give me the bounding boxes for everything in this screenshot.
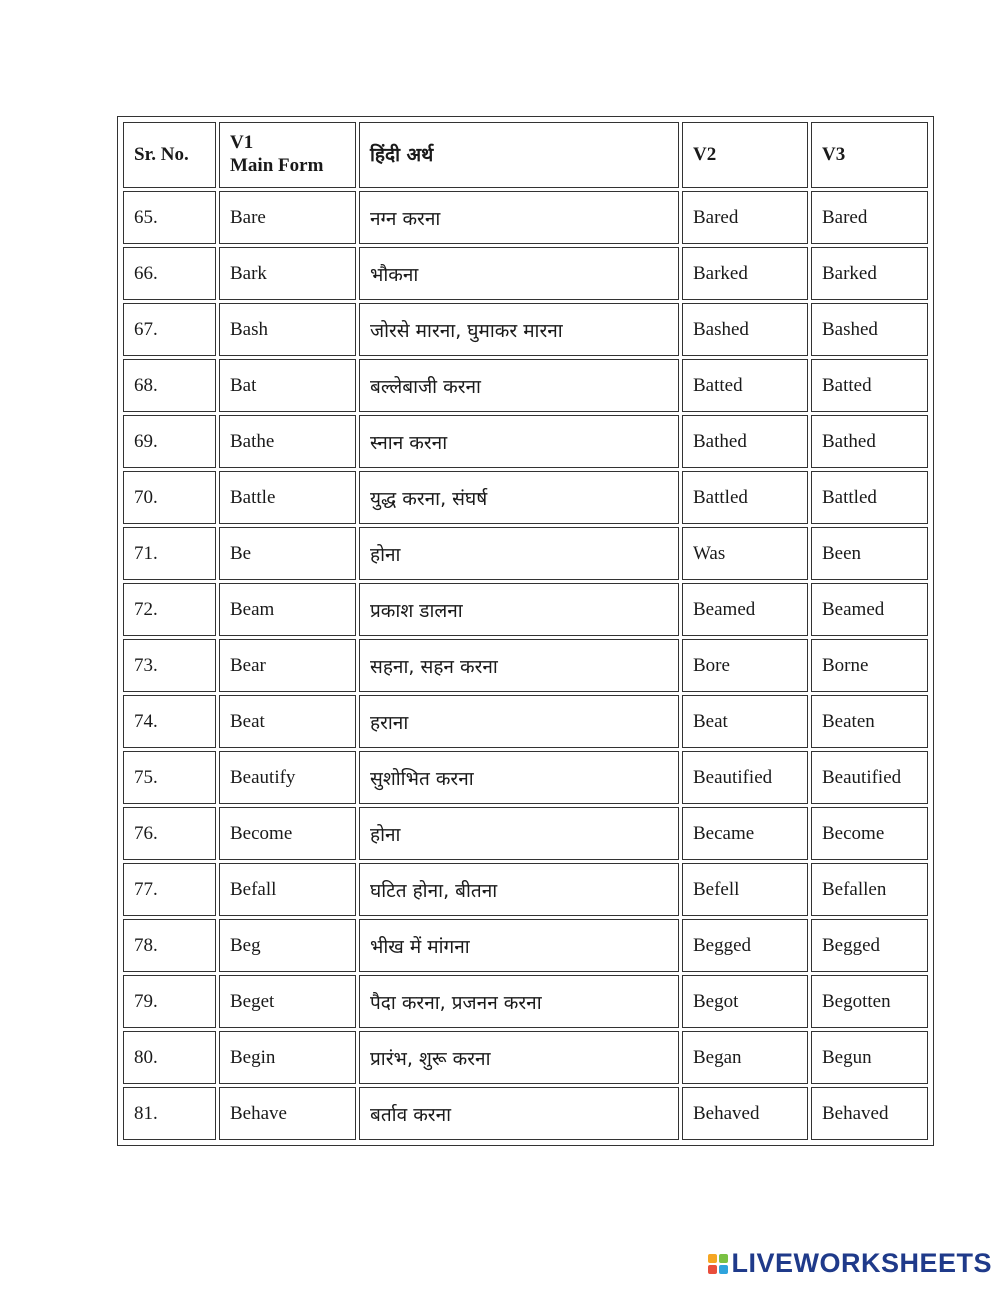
verb-table-frame (117, 116, 934, 1146)
verb-forms-table (120, 119, 931, 1143)
cell-hindi-meaning: हराना (359, 695, 679, 748)
cell-v3: Begotten (811, 975, 928, 1028)
liveworksheets-logo-icon (708, 1254, 728, 1274)
cell-v3: Batted (811, 359, 928, 412)
cell-v2: Began (682, 1031, 808, 1084)
table-row (123, 695, 928, 748)
cell-sr-no: 81. (123, 1087, 216, 1140)
cell-v1: Beam (219, 583, 356, 636)
cell-v2: Bathed (682, 415, 808, 468)
header-v1-sublabel: Main Form (230, 155, 324, 176)
header-v1 (219, 122, 356, 188)
cell-v1: Become (219, 807, 356, 860)
cell-v3: Bathed (811, 415, 928, 468)
cell-v1: Befall (219, 863, 356, 916)
cell-v1: Begin (219, 1031, 356, 1084)
cell-v1: Bear (219, 639, 356, 692)
cell-v3: Begged (811, 919, 928, 972)
cell-v3: Beautified (811, 751, 928, 804)
cell-hindi-meaning: होना (359, 807, 679, 860)
table-row (123, 247, 928, 300)
cell-sr-no: 69. (123, 415, 216, 468)
cell-v2: Begot (682, 975, 808, 1028)
cell-sr-no: 80. (123, 1031, 216, 1084)
table-row (123, 359, 928, 412)
cell-hindi-meaning: जोरसे मारना, घुमाकर मारना (359, 303, 679, 356)
cell-v1: Bare (219, 191, 356, 244)
header-hindi-meaning: हिंदी अर्थ (359, 122, 679, 188)
cell-v3: Bashed (811, 303, 928, 356)
cell-v3: Borne (811, 639, 928, 692)
cell-sr-no: 73. (123, 639, 216, 692)
cell-v2: Befell (682, 863, 808, 916)
cell-sr-no: 75. (123, 751, 216, 804)
cell-v3: Begun (811, 1031, 928, 1084)
cell-sr-no: 70. (123, 471, 216, 524)
header-v1-label: V1 (230, 132, 254, 154)
cell-v1: Bathe (219, 415, 356, 468)
cell-v3: Bared (811, 191, 928, 244)
cell-v3: Behaved (811, 1087, 928, 1140)
cell-v2: Begged (682, 919, 808, 972)
cell-hindi-meaning: सुशोभित करना (359, 751, 679, 804)
cell-v1: Be (219, 527, 356, 580)
cell-sr-no: 68. (123, 359, 216, 412)
cell-v2: Was (682, 527, 808, 580)
cell-v1: Bat (219, 359, 356, 412)
cell-v3: Beamed (811, 583, 928, 636)
cell-v2: Beat (682, 695, 808, 748)
table-row (123, 583, 928, 636)
logo-square-2 (719, 1254, 728, 1263)
header-v2: V2 (682, 122, 808, 188)
cell-hindi-meaning: पैदा करना, प्रजनन करना (359, 975, 679, 1028)
cell-sr-no: 77. (123, 863, 216, 916)
cell-hindi-meaning: बल्लेबाजी करना (359, 359, 679, 412)
cell-v2: Bared (682, 191, 808, 244)
table-row (123, 415, 928, 468)
cell-sr-no: 66. (123, 247, 216, 300)
table-row (123, 919, 928, 972)
cell-v1: Behave (219, 1087, 356, 1140)
cell-v1: Battle (219, 471, 356, 524)
cell-sr-no: 74. (123, 695, 216, 748)
cell-sr-no: 67. (123, 303, 216, 356)
cell-v1: Bark (219, 247, 356, 300)
logo-square-3 (708, 1265, 717, 1274)
cell-sr-no: 71. (123, 527, 216, 580)
cell-sr-no: 72. (123, 583, 216, 636)
liveworksheets-brand (708, 1248, 992, 1279)
cell-v3: Become (811, 807, 928, 860)
cell-hindi-meaning: प्रकाश डालना (359, 583, 679, 636)
cell-v2: Bore (682, 639, 808, 692)
table-row (123, 975, 928, 1028)
cell-hindi-meaning: नग्न करना (359, 191, 679, 244)
cell-v1: Bash (219, 303, 356, 356)
cell-hindi-meaning: भीख में मांगना (359, 919, 679, 972)
cell-v3: Befallen (811, 863, 928, 916)
cell-v3: Barked (811, 247, 928, 300)
cell-v2: Beamed (682, 583, 808, 636)
table-row (123, 639, 928, 692)
logo-square-1 (708, 1254, 717, 1263)
brand-name: LIVEWORKSHEETS (731, 1248, 992, 1278)
cell-hindi-meaning: युद्ध करना, संघर्ष (359, 471, 679, 524)
cell-v3: Beaten (811, 695, 928, 748)
table-row (123, 807, 928, 860)
cell-hindi-meaning: सहना, सहन करना (359, 639, 679, 692)
cell-hindi-meaning: भौकना (359, 247, 679, 300)
cell-hindi-meaning: प्रारंभ, शुरू करना (359, 1031, 679, 1084)
cell-v1: Beget (219, 975, 356, 1028)
cell-sr-no: 65. (123, 191, 216, 244)
table-row (123, 1031, 928, 1084)
cell-v2: Battled (682, 471, 808, 524)
table-row (123, 471, 928, 524)
cell-hindi-meaning: बर्ताव करना (359, 1087, 679, 1140)
table-row (123, 303, 928, 356)
cell-v1: Beautify (219, 751, 356, 804)
cell-v3: Battled (811, 471, 928, 524)
table-row (123, 751, 928, 804)
cell-v2: Became (682, 807, 808, 860)
header-sr-no: Sr. No. (123, 122, 216, 188)
cell-v2: Beautified (682, 751, 808, 804)
cell-v1: Beat (219, 695, 356, 748)
cell-v2: Bashed (682, 303, 808, 356)
cell-v1: Beg (219, 919, 356, 972)
cell-hindi-meaning: होना (359, 527, 679, 580)
logo-square-4 (719, 1265, 728, 1274)
cell-v3: Been (811, 527, 928, 580)
table-header-row (123, 122, 928, 188)
cell-hindi-meaning: स्नान करना (359, 415, 679, 468)
cell-v2: Barked (682, 247, 808, 300)
cell-sr-no: 79. (123, 975, 216, 1028)
cell-sr-no: 78. (123, 919, 216, 972)
cell-sr-no: 76. (123, 807, 216, 860)
cell-v2: Behaved (682, 1087, 808, 1140)
table-row (123, 1087, 928, 1140)
table-row (123, 863, 928, 916)
table-row (123, 527, 928, 580)
header-v3: V3 (811, 122, 928, 188)
cell-hindi-meaning: घटित होना, बीतना (359, 863, 679, 916)
cell-v2: Batted (682, 359, 808, 412)
table-row (123, 191, 928, 244)
